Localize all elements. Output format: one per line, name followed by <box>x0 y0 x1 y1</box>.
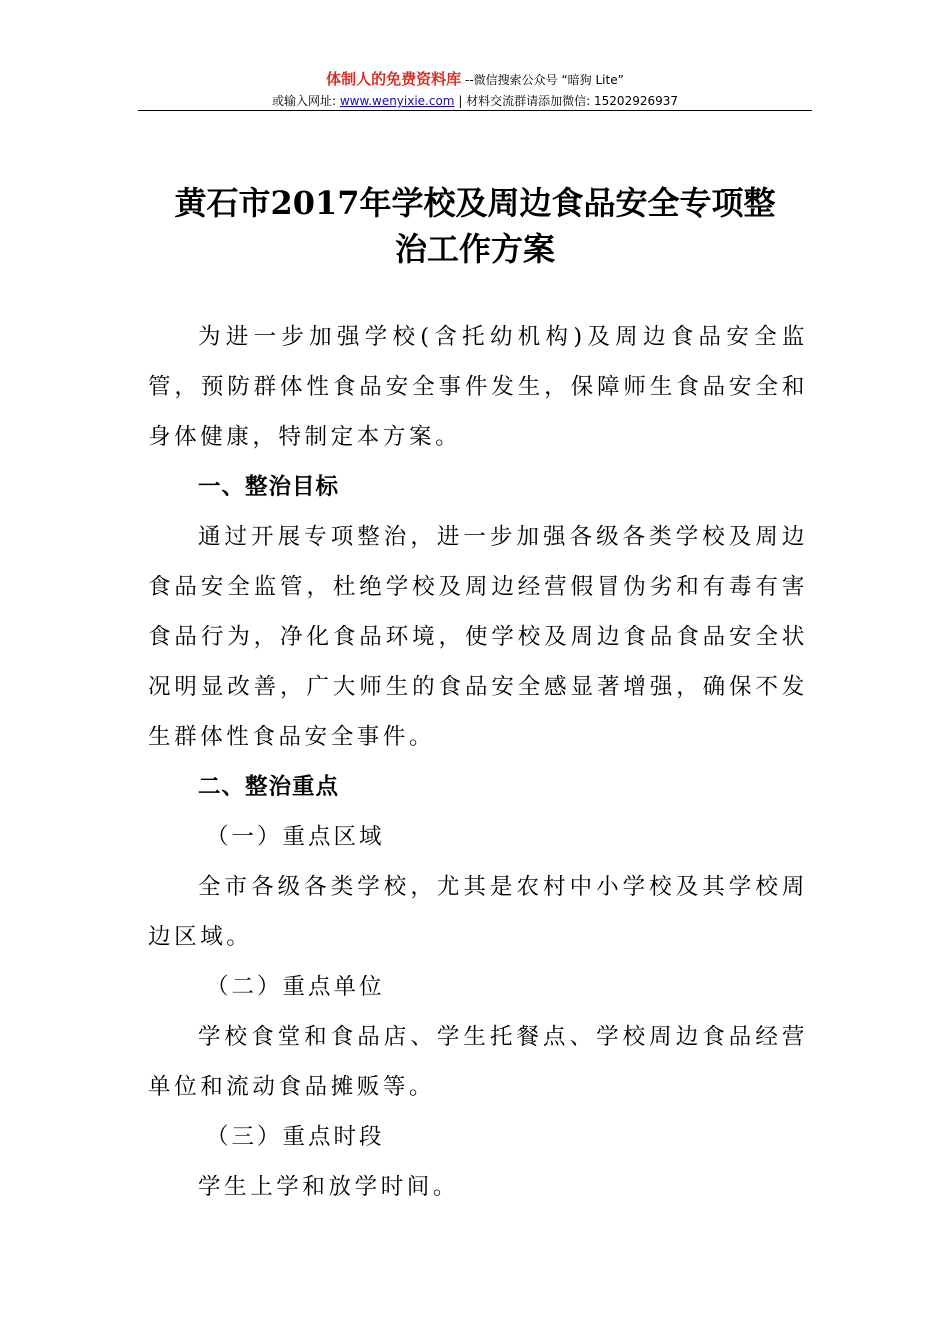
header-url-prefix: 或输入网址: <box>271 94 340 108</box>
header-wechat-contact: | 材料交流群请添加微信: 15202926937 <box>454 94 679 108</box>
header-divider <box>138 110 812 111</box>
header-contact <box>138 92 812 110</box>
subsection-3-heading: （三）重点时段 <box>206 1124 385 1150</box>
header-url-link[interactable]: www.wenyixie.com <box>339 94 455 108</box>
subsection-1-heading: （一）重点区域 <box>206 824 385 850</box>
intro-paragraph: 为进一步加强学校(含托幼机构)及周边食品安全监管，预防群体性食品安全事件发生，保障师生食品安全和身体健康，特制定本方案。 <box>148 324 808 450</box>
header-banner <box>138 70 812 90</box>
document-title <box>138 180 812 272</box>
header-wechat-note: --微信搜索公众号 “暗狗 Lite” <box>461 73 624 87</box>
subsection-3-paragraph: 学生上学和放学时间。 <box>198 1174 460 1200</box>
section-2-heading: 二、整治重点 <box>198 774 340 800</box>
section-1-paragraph: 通过开展专项整治，进一步加强各级各类学校及周边食品安全监管，杜绝学校及周边经营假冒伪劣和有毒有害食品行为，净化食品环境，使学校及周边食品食品安全状况明显改善，广大师生的食品安全感显著增强，确保不发生群体性食品安全事件。 <box>148 524 808 750</box>
title-line-2: 治工作方案 <box>394 230 555 268</box>
subsection-2-heading: （二）重点单位 <box>206 974 385 1000</box>
title-line-1: 黄石市2017年学校及周边食品安全专项整 <box>174 184 776 222</box>
document-body <box>148 312 808 1212</box>
page-header <box>138 70 812 110</box>
subsection-2-paragraph: 学校食堂和食品店、学生托餐点、学校周边食品经营单位和流动食品摊贩等。 <box>148 1024 808 1100</box>
subsection-1-paragraph: 全市各级各类学校，尤其是农村中小学校及其学校周边区域。 <box>148 874 808 950</box>
header-brand: 体制人的免费资料库 <box>326 70 462 88</box>
section-1-heading: 一、整治目标 <box>198 474 340 500</box>
